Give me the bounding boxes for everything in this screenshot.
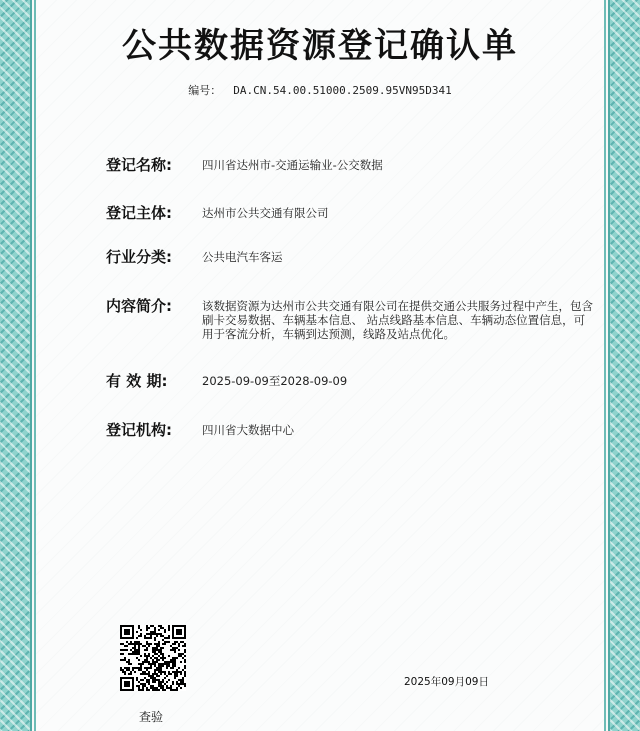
field-subject-label: 登记主体:	[106, 204, 172, 222]
field-name-value: 四川省达州市-交通运输业-公交数据	[202, 158, 383, 172]
field-industry-value: 公共电汽车客运	[202, 250, 283, 264]
certificate-title: 公共数据资源登记确认单	[122, 26, 518, 66]
field-agency-label: 登记机构:	[106, 421, 172, 439]
left-inner-rule	[34, 0, 36, 731]
right-inner-rule	[604, 0, 606, 731]
field-industry-row	[106, 247, 596, 267]
field-summary-row	[106, 296, 596, 341]
serial-label: 编号：	[188, 84, 222, 97]
certificate-paper	[36, 0, 604, 731]
field-validity-value: 2025-09-09至2028-09-09	[202, 374, 348, 388]
field-agency-row	[106, 420, 596, 440]
field-validity-row	[106, 371, 596, 391]
field-summary-label: 内容简介:	[106, 297, 172, 315]
serial-number	[36, 82, 604, 98]
field-agency-value: 四川省大数据中心	[202, 423, 294, 437]
field-summary-value: 该数据资源为达州市公共交通有限公司在提供交通公共服务过程中产生，包含刷卡交易数据、车辆基本信息、 站点线路基本信息、车辆动态位置信息，可用于客流分析，车辆到达预测，线路及站点优化。	[202, 299, 593, 341]
field-industry-label: 行业分类:	[106, 248, 172, 266]
right-guilloche-border	[608, 0, 640, 731]
field-name-label: 登记名称:	[106, 156, 172, 174]
field-subject-value: 达州市公共交通有限公司	[202, 206, 329, 220]
field-subject-row	[106, 203, 596, 223]
qr-code-icon[interactable]	[120, 625, 186, 691]
left-guilloche-border	[0, 0, 32, 731]
field-validity-label: 有 效 期:	[106, 372, 168, 390]
field-name-row	[106, 155, 596, 175]
issue-date: 2025年09月09日	[404, 676, 489, 688]
verify-caption: 查验	[139, 710, 164, 724]
serial-value: DA.CN.54.00.51000.2509.95VN95D341	[233, 84, 452, 97]
